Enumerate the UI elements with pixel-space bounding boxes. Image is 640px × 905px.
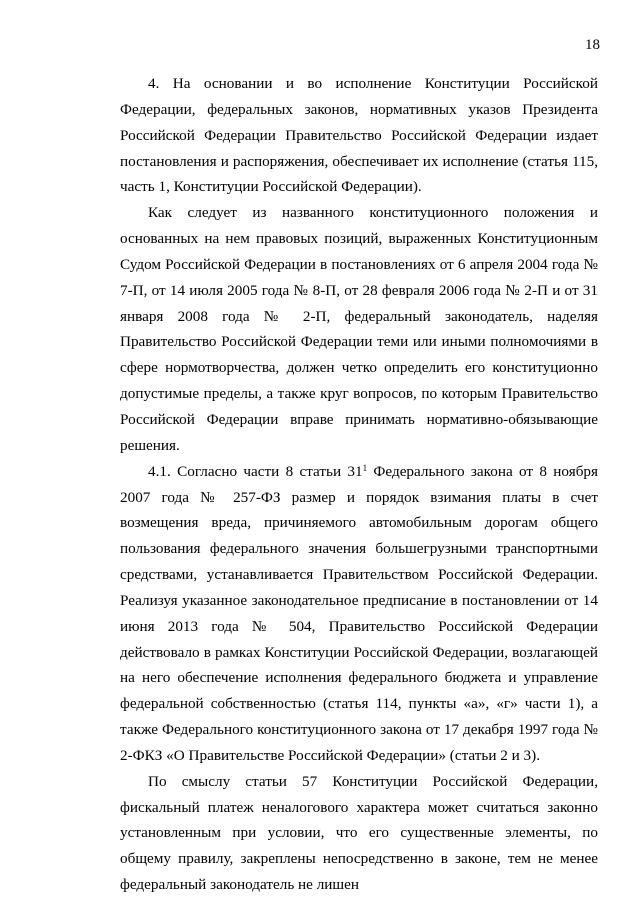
paragraph-1: 4. На основании и во исполнение Конституции Российской Федерации, федеральных законов, нормативных указов Президента Российской Федерации Правительство Российской Федерации издает постановления и распоряжения, обеспечивает их исполнение (статья 115, часть 1, Конституции Российской Федерации).: [120, 75, 598, 196]
paragraph-2: Как следует из названного конституционного положения и основанных на нем правовых позиций, выраженных Конституционным Судом Российской Федерации в постановлениях от 6 апреля 2004 года № 7-П, от 14 июля 2005 года № 8-П, от 28 февраля 2006 года № 2-П и от 31 января 2008 года № 2-П, федеральный законодатель, наделяя Правительство Российской Федерации теми или иными полномочиями в сфере нормотворчества, должен четко определить его конституционно допустимые пределы, а также круг вопросов, по которым Правительство Российской Федерации вправе принимать нормативно-обязывающие решения.: [120, 204, 598, 454]
document-body: [120, 71, 598, 898]
paragraph-3-text-before-superscript: 4.1. Согласно части 8 статьи 31: [148, 462, 363, 480]
paragraph-3: [120, 459, 598, 769]
article-superscript: 1: [362, 462, 368, 473]
paragraph-3-text-after-superscript: Федерального закона от 8 ноября 2007 года № 257-ФЗ размер и порядок взимания платы в счет возмещения вреда, причиняемого автомобильным дорогам общего пользования федерального значения большегрузными транспортными средствами, устанавливается Правительством Российской Федерации. Реализуя указанное законодательное предписание в постановлении от 14 июня 2013 года № 504, Правительство Российской Федерации действовало в рамках Конституции Российской Федерации, возлагающей на него обеспечение исполнения федерального бюджета и управление федеральной собственностью (статья 114, пункты «а», «г» части 1), а также Федерального конституционного закона от 17 декабря 1997 года № 2-ФКЗ «О Правительстве Российской Федерации» (статьи 2 и 3).: [120, 462, 599, 764]
paragraph-4: По смыслу статьи 57 Конституции Российской Федерации, фискальный платеж неналогового характера может считаться законно установленным при условии, что его существенные элементы, по общему правилу, закреплены непосредственно в законе, тем не менее федеральный законодатель не лишен: [120, 772, 598, 894]
page-number: 18: [585, 37, 600, 53]
